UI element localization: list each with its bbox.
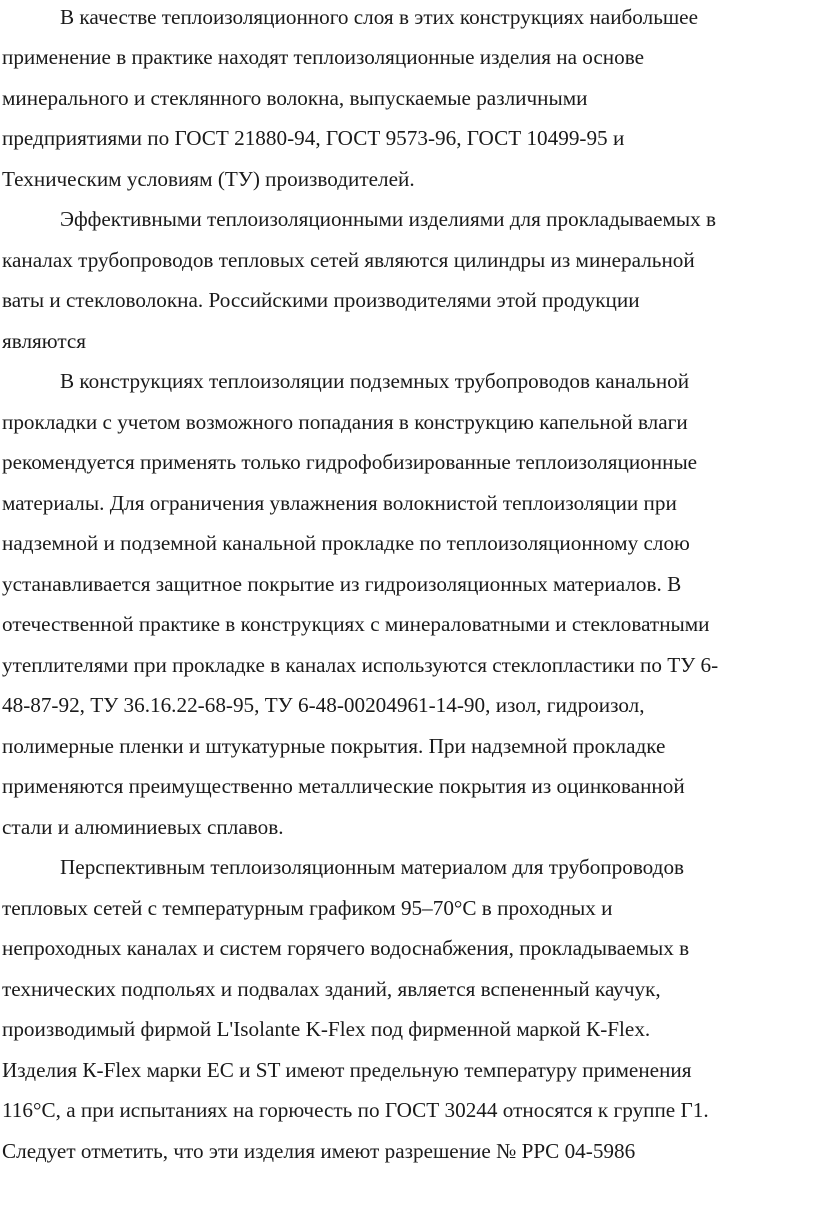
paragraph-4-line-1: Перспективным теплоизоляционным материалом для трубопроводов (60, 855, 685, 879)
paragraph-1-line-5: Техническим условиям (ТУ) производителей. (2, 167, 415, 191)
paragraph-1-line-3: минерального и стеклянного волокна, выпускаемые различными (2, 86, 588, 110)
paragraph-4-line-5: производимый фирмой L'Isolante K-Flex под фирменной маркой К-Flex. (2, 1017, 651, 1041)
paragraph-1-line-4: предприятиями по ГОСТ 21880-94, ГОСТ 9573-96, ГОСТ 10499-95 и (2, 126, 625, 150)
paragraph-1-line-1: В качестве теплоизоляционного слоя в этих конструкциях наибольшее (60, 5, 698, 29)
paragraph-3-line-4: материалы. Для ограничения увлажнения волокнистой теплоизоляции при (2, 491, 677, 515)
paragraph-3-line-10: полимерные пленки и штукатурные покрытия. При надземной прокладке (2, 734, 666, 758)
paragraph-3-line-7: отечественной практике в конструкциях с минераловатными и стекловатными (2, 612, 710, 636)
paragraph-4-line-7: 116°С, а при испытаниях на горючесть по ГОСТ 30244 относятся к группе Г1. (2, 1098, 709, 1122)
paragraph-4-line-2: тепловых сетей с температурным графиком 95–70°С в проходных и (2, 896, 613, 920)
paragraph-2-line-1: Эффективными теплоизоляционными изделиями для прокладываемых в (60, 207, 717, 231)
paragraph-4-line-8: Следует отметить, что эти изделия имеют разрешение № PPC 04-5986 (2, 1139, 636, 1163)
paragraph-4-line-3: непроходных каналах и систем горячего водоснабжения, прокладываемых в (2, 936, 690, 960)
paragraph-4-line-4: технических подпольях и подвалах зданий, является вспененный каучук, (2, 977, 661, 1001)
paragraph-4-line-6: Изделия К-Flex марки ЕС и ST имеют предельную температуру применения (2, 1058, 692, 1082)
paragraph-3-line-9: 48-87-92, ТУ 36.16.22-68-95, ТУ 6-48-00204961-14-90, изол, гидроизол, (2, 693, 645, 717)
paragraph-3-line-11: применяются преимущественно металлические покрытия из оцинкованной (2, 774, 685, 798)
paragraph-2-line-4: являются (2, 329, 87, 353)
paragraph-3-line-1: В конструкциях теплоизоляции подземных трубопроводов канальной (60, 369, 690, 393)
paragraph-2-line-2: каналах трубопроводов тепловых сетей являются цилиндры из минеральной (2, 248, 695, 272)
paragraph-3-line-2: прокладки с учетом возможного попадания в конструкцию капельной влаги (2, 410, 688, 434)
paragraph-3-line-12: стали и алюминиевых сплавов. (2, 815, 284, 839)
paragraph-3-line-5: надземной и подземной канальной прокладке по теплоизоляционному слою (2, 531, 690, 555)
paragraph-2-line-3: ваты и стекловолокна. Российскими производителями этой продукции (2, 288, 640, 312)
paragraph-3-line-6: устанавливается защитное покрытие из гидроизоляционных материалов. В (2, 572, 682, 596)
paragraph-3-line-8: утеплителями при прокладке в каналах используются стеклопластики по ТУ 6- (2, 653, 719, 677)
paragraph-1-line-2: применение в практике находят теплоизоляционные изделия на основе (2, 45, 645, 69)
paragraph-3-line-3: рекомендуется применять только гидрофобизированные теплоизоляционные (2, 450, 698, 474)
